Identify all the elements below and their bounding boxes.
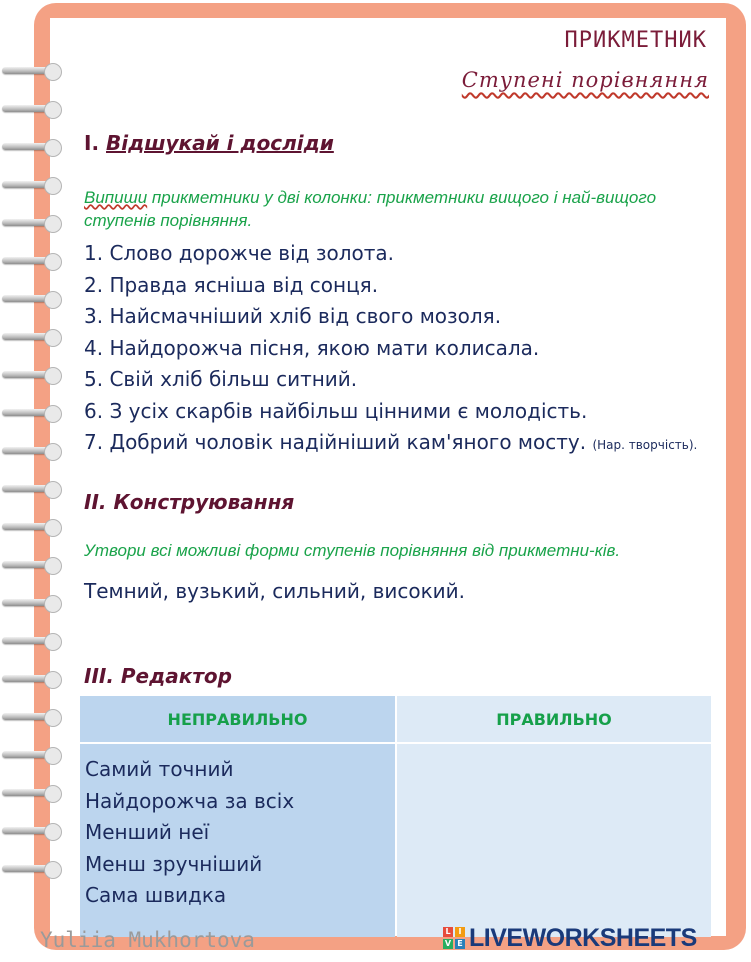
adjective-words: Темний, вузький, сильний, високий. [84, 579, 466, 603]
source-note: (Нар. творчість). [592, 438, 698, 452]
section1-title: Відшукай і досліди [106, 131, 334, 155]
incorrect-cell [80, 744, 395, 937]
proverb-list [84, 238, 697, 462]
section1-number: I. [84, 131, 100, 155]
binding-ring [0, 592, 70, 614]
brand-name: LIVEWORKSHEETS [469, 923, 697, 952]
liveworksheets-brand[interactable] [443, 924, 697, 952]
list-item: 4. Найдорожча пісня, якою мати колисала. [84, 335, 540, 360]
section1-instruction-text: прикметники у дві колонки: прикметники вищого і най-вищого ступенів порівняння. [84, 188, 657, 230]
binding-ring [0, 668, 70, 690]
section2-heading: II. Конструювання [84, 490, 295, 514]
correct-answer-cell[interactable] [397, 744, 711, 937]
binding-ring [0, 288, 70, 310]
binding-ring [0, 478, 70, 500]
incorrect-item: Найдорожча за всіх [85, 788, 295, 813]
binding-ring [0, 516, 70, 538]
binding-ring [0, 744, 70, 766]
editor-table [80, 696, 711, 937]
binding-ring [0, 820, 70, 842]
incorrect-item: Менший неї [85, 820, 210, 844]
incorrect-item: Менш зручніший [85, 851, 263, 876]
liveworksheets-logo-icon: L I V E [443, 927, 465, 949]
binding-ring [0, 212, 70, 234]
section1-heading [84, 131, 334, 155]
column-header-correct: ПРАВИЛЬНО [397, 696, 711, 742]
spiral-binding [0, 60, 70, 890]
binding-ring [0, 706, 70, 728]
binding-ring [0, 98, 70, 120]
binding-ring [0, 136, 70, 158]
list-item: 1. Слово дорожче від золота. [84, 241, 394, 265]
list-item: 2. Правда ясніша від сонця. [84, 272, 379, 297]
binding-ring [0, 60, 70, 82]
list-item [84, 427, 697, 462]
binding-ring [0, 554, 70, 576]
incorrect-item: Самий точний [85, 757, 234, 781]
author-signature: Yuliia Mukhortova [40, 928, 255, 952]
binding-ring [0, 630, 70, 652]
binding-ring [0, 858, 70, 880]
list-item-text: 7. Добрий чоловік надійніший кам'яного мосту. [84, 430, 587, 454]
binding-ring [0, 782, 70, 804]
section3-heading: III. Редактор [84, 664, 232, 688]
section2-instruction: Утвори всі можливі форми ступенів порівняння від прикметни-ків. [84, 541, 621, 560]
binding-ring [0, 440, 70, 462]
section1-instruction-word: Випиши [84, 188, 148, 207]
binding-ring [0, 326, 70, 348]
incorrect-item: Сама швидка [85, 883, 227, 907]
section1-instruction [84, 186, 714, 232]
page-subtitle: Ступені порівняння [461, 68, 709, 92]
page-title: ПРИКМЕТНИК [564, 28, 707, 53]
list-item: 5. Свій хліб більш ситний. [84, 367, 358, 391]
binding-ring [0, 250, 70, 272]
binding-ring [0, 174, 70, 196]
binding-ring [0, 364, 70, 386]
list-item: 6. З усіх скарбів найбільш цінними є молодість. [84, 398, 588, 423]
column-header-incorrect: НЕПРАВИЛЬНО [80, 696, 395, 742]
binding-ring [0, 402, 70, 424]
list-item: 3. Найсмачніший хліб від свого мозоля. [84, 304, 502, 328]
